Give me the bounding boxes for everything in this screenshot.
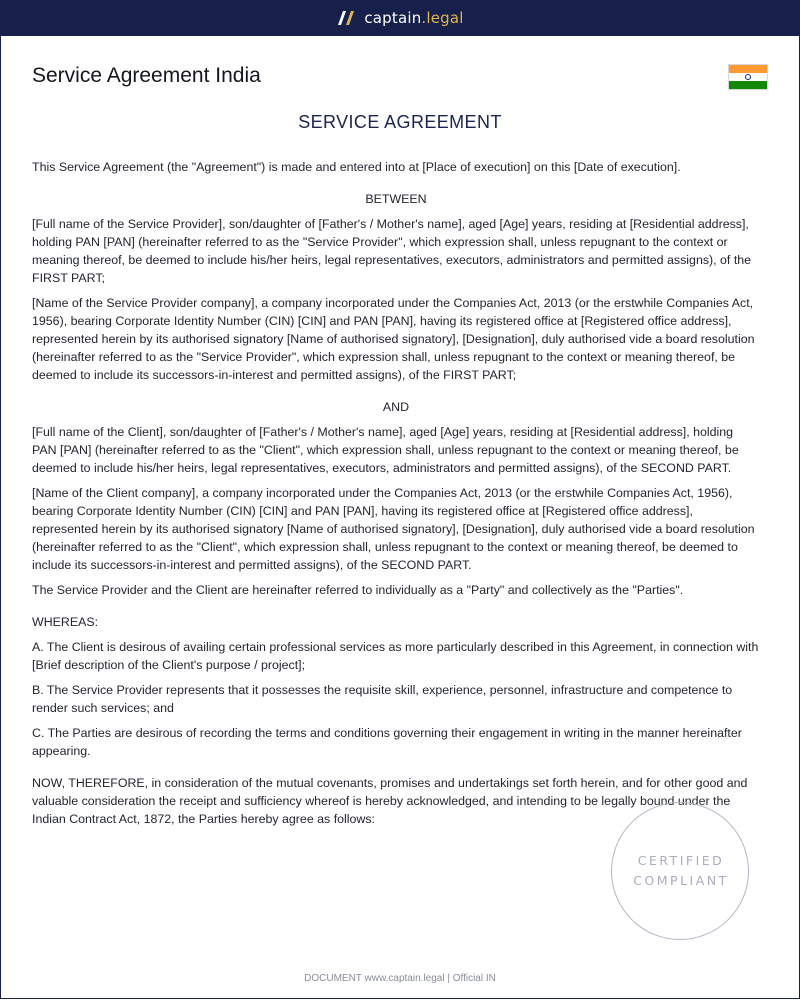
ashoka-chakra-icon <box>745 74 751 80</box>
brand-name <box>364 9 463 27</box>
flag-white-band <box>729 73 767 81</box>
document-title: Service Agreement India <box>32 64 261 87</box>
parties-paragraph: The Service Provider and the Client are hereinafter referred to individually as a "Party" and collectively as the "Parties". <box>32 583 684 597</box>
seal-line-certified: CERTIFIED <box>637 853 725 868</box>
recital-a: A. The Client is desirous of availing certain professional services as more particularly described in this Agreement, in connection with [Brief description of the Client's purpose / project]; <box>32 640 759 672</box>
agreement-heading: SERVICE AGREEMENT <box>298 112 502 132</box>
flag-green-band <box>729 81 767 89</box>
footer-text: DOCUMENT www.captain.legal | Official IN <box>304 973 496 984</box>
brand-word: captain <box>364 9 422 27</box>
top-bar <box>0 0 800 36</box>
client-individual-paragraph: [Full name of the Client], son/daughter of [Father's / Mother's name], aged [Age] years, residing at [Residential address], holding PAN [PAN] (hereinafter referred to as the "Client", which expression shall, unless repugnant to the context or meaning thereof, be deemed to include his/her heirs, legal representatives, executors, administrators and permitted assigns), of the SECOND PART. <box>32 425 739 475</box>
recital-b: B. The Service Provider represents that it possesses the requisite skill, experience, personnel, infrastructure and competence to render such services; and <box>32 683 733 715</box>
now-therefore-paragraph: NOW, THEREFORE, in consideration of the mutual covenants, promises and undertakings set forth herein, and for other good and valuable consideration the receipt and sufficiency whereof is hereby acknowledged, and intending to be legally bound under the Indian Contract Act, 1872, the Parties hereby agree as follows: <box>32 776 748 826</box>
brand[interactable] <box>336 9 463 27</box>
intro-paragraph: This Service Agreement (the "Agreement") is made and entered into at [Place of execution] on this [Date of execution]. <box>32 160 681 174</box>
client-company-paragraph: [Name of the Client company], a company incorporated under the Companies Act, 2013 (or the erstwhile Companies Act, 1956), bearing Corporate Identity Number (CIN) [CIN] and PAN [PAN], having its registered office at [Registered office address], represented herein by its authorised signatory [Name of authorised signatory], [Designation], duly authorised vide a board resolution (hereinafter referred to as the "Client", which expression shall, unless repugnant to the context or meaning thereof, be deemed to include its successors-in-interest and permitted assigns), of the SECOND PART. <box>32 486 755 572</box>
brand-tld: .legal <box>421 9 464 27</box>
recital-c: C. The Parties are desirous of recording the terms and conditions governing their engagement in writing in the manner hereinafter appearing. <box>32 726 742 758</box>
and-label: AND <box>382 400 410 414</box>
provider-company-paragraph: [Name of the Service Provider company], a company incorporated under the Companies Act, 2013 (or the erstwhile Companies Act, 1956), bearing Corporate Identity Number (CIN) [CIN] and PAN [PAN], having its registered office at [Registered office address], represented herein by its authorised signatory [Name of authorised signatory], [Designation], duly authorised vide a board resolution (hereinafter referred to as the "Service Provider", which expression shall, unless repugnant to the context or meaning thereof, be deemed to include its successors-in-interest and permitted assigns), of the FIRST PART; <box>32 296 755 382</box>
seal-line-compliant: COMPLIANT <box>633 873 729 888</box>
whereas-label: WHEREAS: <box>32 615 99 629</box>
provider-individual-paragraph: [Full name of the Service Provider], son/daughter of [Father's / Mother's name], aged [Age] years, residing at [Residential address], holding PAN [PAN] (hereinafter referred to as the "Service Provider", which expression shall, unless repugnant to the context or meaning thereof, be deemed to include his/her heirs, legal representatives, executors, administrators and permitted assigns), of the FIRST PART; <box>32 217 752 285</box>
flag-saffron-band <box>729 65 767 73</box>
double-slash-logo-icon <box>336 10 356 26</box>
india-flag-icon <box>728 64 768 90</box>
agreement-body <box>32 158 760 835</box>
between-label: BETWEEN <box>365 192 427 206</box>
